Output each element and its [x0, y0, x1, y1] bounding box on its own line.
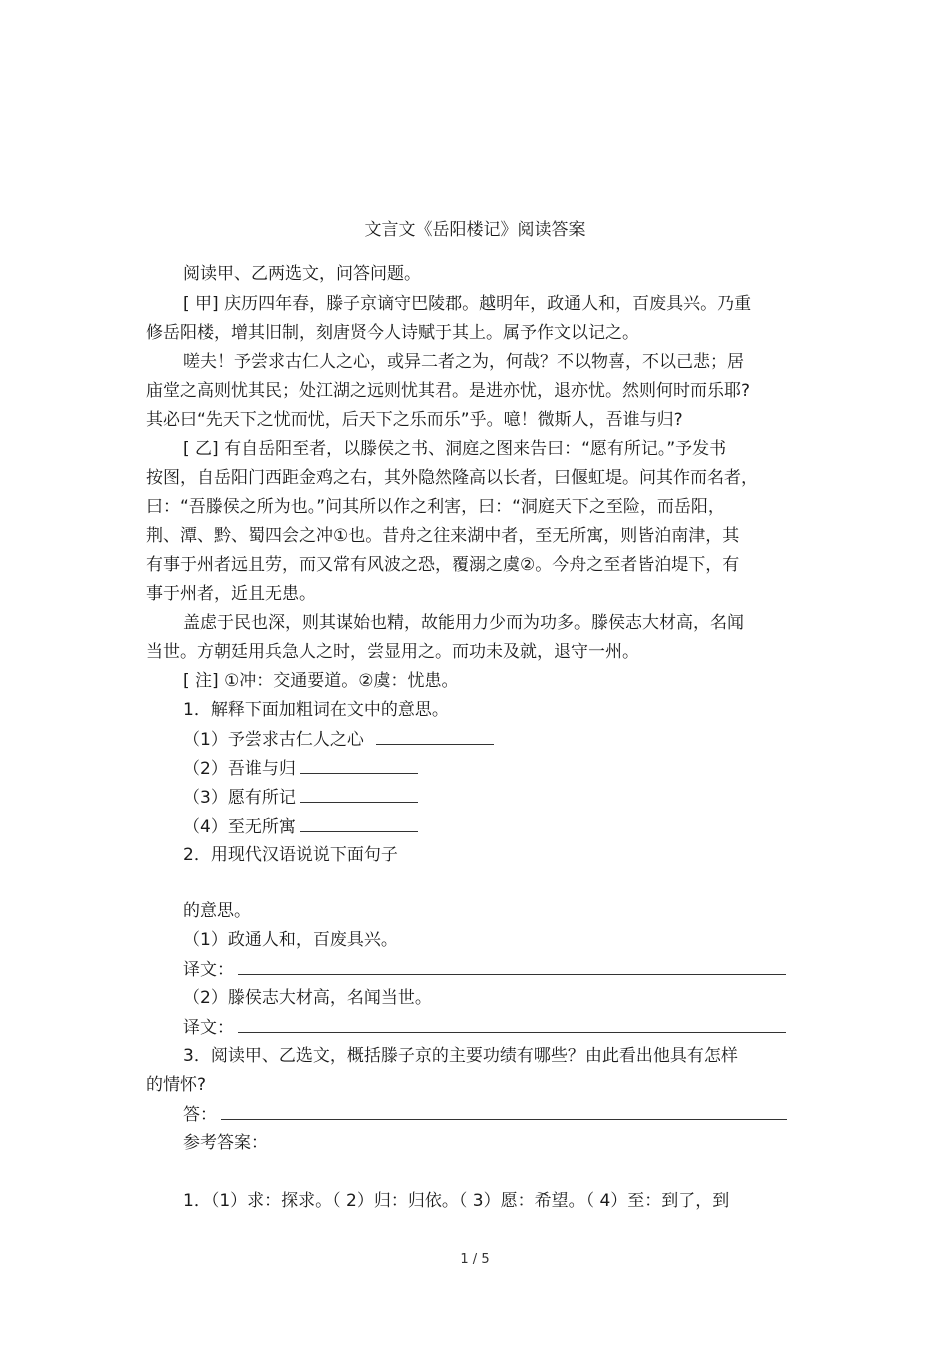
question-1-item [183, 786, 418, 809]
text-line: 修岳阳楼，增其旧制，刻唐贤今人诗赋于其上。属予作文以记之。 [146, 323, 639, 343]
answer-blank[interactable] [221, 1103, 787, 1120]
answer-label: 答： [183, 1105, 217, 1125]
item-text: （4）至无所寓 [183, 817, 296, 837]
question-2-item: （1）政通人和，百废具兴。 [183, 930, 398, 950]
page-number: 1 / 5 [460, 1252, 490, 1267]
text-line: [ 甲] 庆历四年春，滕子京谪守巴陵郡。越明年，政通人和，百废具兴。乃重 [183, 294, 752, 314]
answers-heading: 参考答案： [183, 1133, 268, 1153]
text-line: 盖虑于民也深，则其谋始也精，故能用力少而为功多。滕侯志大材高，名闻 [183, 613, 744, 633]
answer-blank[interactable] [300, 786, 418, 803]
question-1: 1．解释下面加粗词在文中的意思。 [183, 700, 449, 720]
item-text: （2）吾谁与归 [183, 759, 296, 779]
answer-blank[interactable] [300, 757, 418, 774]
translation-line [183, 1016, 786, 1039]
text-line: 荆、潭、黔、蜀四会之冲①也。昔舟之往来湖中者，至无所寓，则皆泊南津，其 [146, 526, 740, 546]
question-2: 2．用现代汉语说说下面句子 [183, 845, 398, 865]
translation-label: 译文： [183, 1018, 234, 1038]
text-line: 的情怀? [146, 1075, 207, 1095]
answer-line [183, 1103, 787, 1126]
text-line: [ 乙] 有自岳阳至者，以滕侯之书、洞庭之图来告曰：“愿有所记。”予发书 [183, 439, 727, 459]
question-3: 3．阅读甲、乙选文，概括滕子京的主要功绩有哪些？由此看出他具有怎样 [183, 1046, 738, 1066]
text-line: 庙堂之高则忧其民；处江湖之远则忧其君。是进亦忧，退亦忧。然则何时而乐耶? [146, 381, 751, 401]
text-line: 曰：“吾滕侯之所为也。”问其所以作之利害，曰：“洞庭天下之至险，而岳阳， [146, 497, 725, 517]
question-1-item [183, 757, 418, 780]
document-title: 文言文《岳阳楼记》阅读答案 [364, 220, 586, 240]
text-line: 按图，自岳阳门西距金鸡之右，其外隐然隆高以长者，曰偃虹堤。问其作而名者， [146, 468, 758, 488]
question-1-item [183, 815, 418, 838]
text-line: 阅读甲、乙两选文，问答问题。 [183, 264, 421, 284]
translation-label: 译文： [183, 960, 234, 980]
text-line: 事于州者，近且无患。 [146, 584, 316, 604]
text-line: 嗟夫！予尝求古仁人之心，或异二者之为，何哉？不以物喜，不以己悲；居 [183, 352, 744, 372]
note-line: [ 注] ①冲：交通要道。②虞：忧患。 [183, 671, 459, 691]
text-line: 的意思。 [183, 901, 251, 921]
answer-blank[interactable] [376, 728, 494, 745]
item-text: （3）愿有所记 [183, 788, 296, 808]
answer-blank[interactable] [300, 815, 418, 832]
text-line: 有事于州者远且劳，而又常有风波之恐，覆溺之虞②。今舟之至者皆泊堤下，有 [146, 555, 740, 575]
text-line: 当世。方朝廷用兵急人之时，尝显用之。而功未及就，退守一州。 [146, 642, 639, 662]
answer-text: 1．（1）求：探求。（ 2）归：归依。（ 3）愿：希望。（ 4）至：到了，到 [183, 1191, 730, 1211]
translation-blank[interactable] [238, 1016, 786, 1033]
question-2-item: （2）滕侯志大材高，名闻当世。 [183, 988, 432, 1008]
question-1-item [183, 728, 494, 751]
translation-line [183, 958, 786, 981]
item-text: （1）予尝求古仁人之心 [183, 730, 364, 750]
translation-blank[interactable] [238, 958, 786, 975]
text-line: 其必曰“先天下之忧而忧，后天下之乐而乐”乎。噫！微斯人，吾谁与归? [146, 410, 683, 430]
